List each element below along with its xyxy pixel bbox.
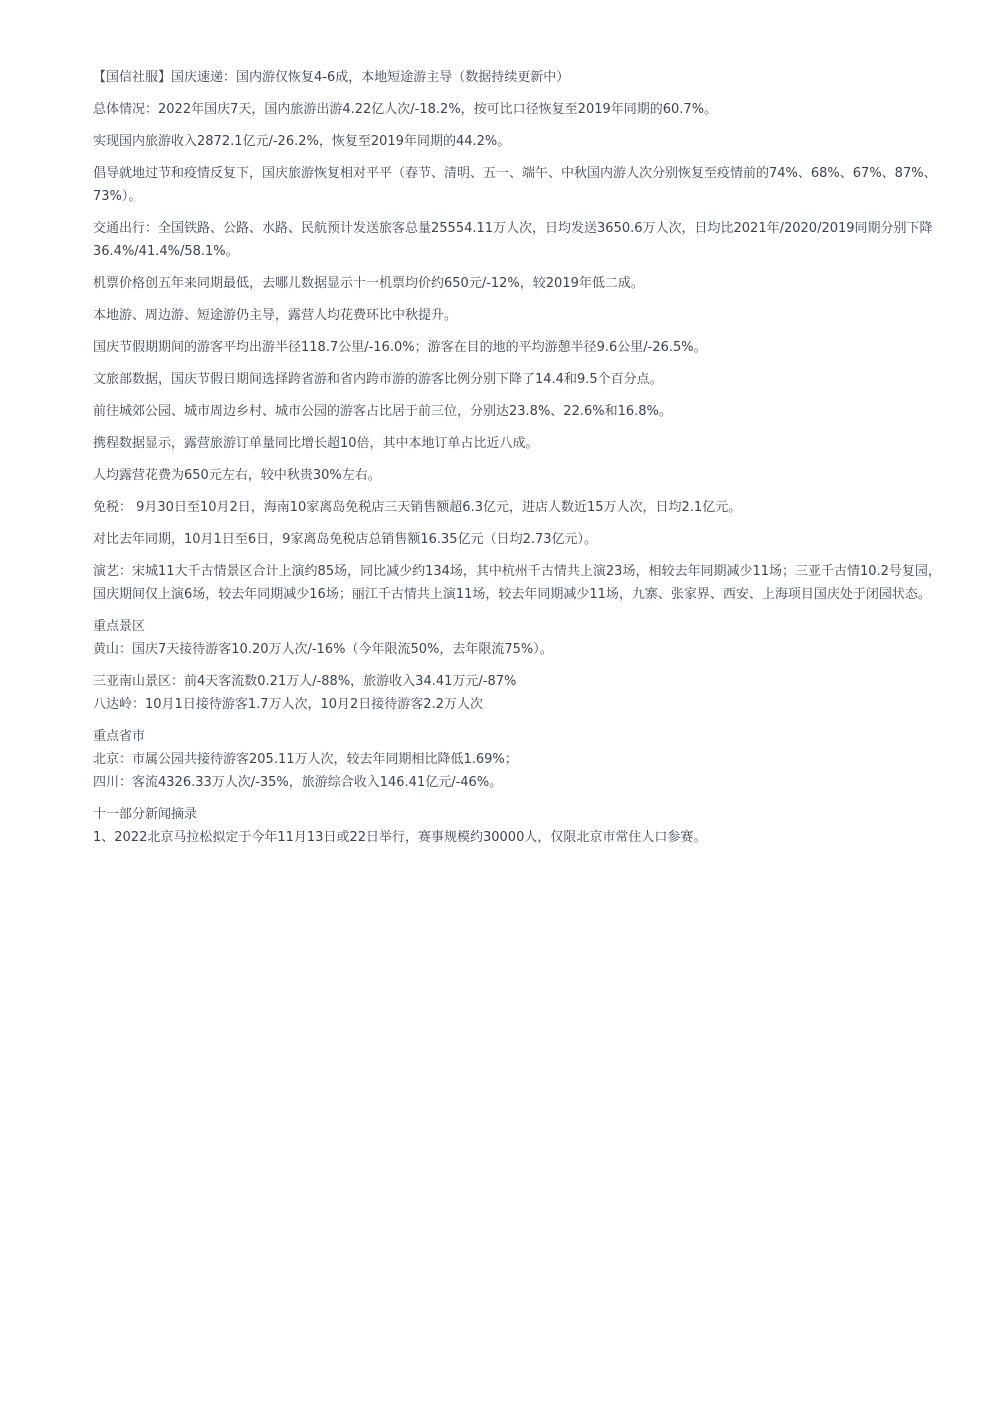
performance-paragraph: 演艺：宋城11大千古情景区合计上演约85场，同比减少约134场，其中杭州千古情共上演23场，相较去年同期减少11场；三亚千古情10.2号复园，国庆期间仅上演6场，较去年同期减少16场；丽江千古情共上演11场，较去年同期减少11场，九寨、张家界、西安、上海项目国庆处于闭园状态。 <box>93 564 941 602</box>
travel-radius-paragraph: 国庆节假期期间的游客平均出游半径118.7公里/-16.0%；游客在目的地的平均游憩半径9.6公里/-26.5%。 <box>93 340 707 355</box>
key-provinces-heading: 重点省市 <box>93 729 146 744</box>
local-travel-paragraph: 本地游、周边游、短途游仍主导，露营人均花费环比中秋提升。 <box>93 308 458 323</box>
document-body <box>93 66 943 849</box>
airfare-paragraph: 机票价格创五年来同期最低，去哪儿数据显示十一机票均价约650元/-12%，较2019年低二成。 <box>93 276 644 291</box>
duty-free-comparison-paragraph: 对比去年同期，10月1日至6日，9家离岛免税店总销售额16.35亿元（日均2.73亿元）。 <box>93 532 598 547</box>
duty-free-paragraph: 免税： 9月30日至10月2日，海南10家离岛免税店三天销售额超6.3亿元，进店人数近15万人次，日均2.1亿元。 <box>93 500 742 515</box>
transport-paragraph: 交通出行：全国铁路、公路、水路、民航预计发送旅客总量25554.11万人次，日均发送3650.6万人次，日均比2021年/2020/2019同期分别下降36.4%/41.4%/58.1%。 <box>93 221 933 259</box>
recovery-paragraph: 倡导就地过节和疫情反复下，国庆旅游恢复相对平平（春节、清明、五一、端午、中秋国内游人次分别恢复至疫情前的74%、68%、67%、87%、73%）。 <box>93 166 937 204</box>
ministry-data-paragraph: 文旅部数据，国庆节假日期间选择跨省游和省内跨市游的游客比例分别下降了14.4和9.5个百分点。 <box>93 372 663 387</box>
sanya-nanshan-line: 三亚南山景区：前4天客流数0.21万人/-88%，旅游收入34.41万元/-87% <box>93 674 517 689</box>
camping-orders-paragraph: 携程数据显示，露营旅游订单量同比增长超10倍，其中本地订单占比近八成。 <box>93 436 539 451</box>
beijing-line: 北京：市属公园共接待游客205.11万人次，较去年同期相比降低1.69%； <box>93 752 518 767</box>
sichuan-line: 四川：客流4326.33万人次/-35%，旅游综合收入146.41亿元/-46%。 <box>93 775 503 790</box>
badaling-line: 八达岭：10月1日接待游客1.7万人次，10月2日接待游客2.2万人次 <box>93 697 483 712</box>
overview-paragraph: 总体情况：2022年国庆7天，国内旅游出游4.22亿人次/-18.2%，按可比口径恢复至2019年同期的60.7%。 <box>93 102 718 117</box>
key-scenic-heading: 重点景区 <box>93 619 146 634</box>
camping-spend-paragraph: 人均露营花费为650元左右，较中秋贵30%左右。 <box>93 468 381 483</box>
huangshan-line: 黄山：国庆7天接待游客10.20万人次/-16%（今年限流50%，去年限流75%）。 <box>93 642 553 657</box>
news-heading: 十一部分新闻摘录 <box>93 807 198 822</box>
news-item: 1、2022北京马拉松拟定于今年11月13日或22日举行，赛事规模约30000人，仅限北京市常住人口参赛。 <box>93 830 707 845</box>
destination-share-paragraph: 前往城郊公园、城市周边乡村、城市公园的游客占比居于前三位，分别达23.8%、22.6%和16.8%。 <box>93 404 672 419</box>
document-title: 【国信社服】国庆速递：国内游仅恢复4-6成，本地短途游主导（数据持续更新中） <box>93 70 570 85</box>
revenue-paragraph: 实现国内旅游收入2872.1亿元/-26.2%，恢复至2019年同期的44.2%。 <box>93 134 511 149</box>
